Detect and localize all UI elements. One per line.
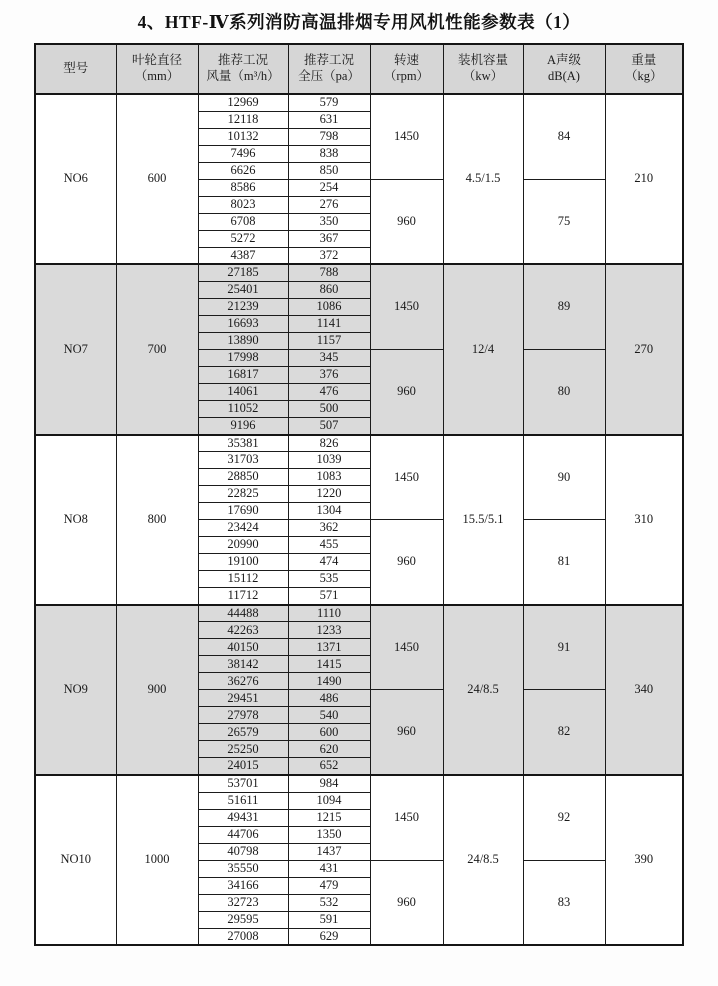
pressure-cell: 1215: [288, 809, 370, 826]
weight-cell: 310: [605, 435, 683, 605]
column-header: [198, 44, 288, 94]
pressure-cell: 591: [288, 911, 370, 928]
noise-level-cell: 90: [523, 435, 605, 520]
rpm-cell: 960: [370, 179, 443, 264]
table-header-row: [35, 44, 683, 94]
column-header-line1: 推荐工况: [303, 53, 354, 68]
noise-level-cell: 81: [523, 520, 605, 605]
column-header-line2: 风量（m³/h）: [206, 69, 280, 83]
airflow-cell: 16817: [198, 366, 288, 383]
airflow-cell: 6626: [198, 162, 288, 179]
pressure-cell: 1141: [288, 315, 370, 332]
rpm-cell: 960: [370, 520, 443, 605]
airflow-cell: 36276: [198, 673, 288, 690]
noise-level-cell: 84: [523, 94, 605, 179]
noise-level-cell: 80: [523, 349, 605, 434]
airflow-cell: 10132: [198, 128, 288, 145]
model-cell: NO8: [35, 435, 116, 605]
pressure-cell: 507: [288, 417, 370, 434]
pressure-cell: 479: [288, 877, 370, 894]
pressure-cell: 345: [288, 349, 370, 366]
airflow-cell: 44488: [198, 605, 288, 622]
airflow-cell: 24015: [198, 758, 288, 775]
airflow-cell: 27185: [198, 264, 288, 281]
model-cell: NO7: [35, 264, 116, 434]
pressure-cell: 850: [288, 162, 370, 179]
pressure-cell: 367: [288, 230, 370, 247]
diameter-cell: 600: [116, 94, 198, 264]
table-row: [35, 605, 683, 622]
airflow-cell: 44706: [198, 826, 288, 843]
pressure-cell: 1437: [288, 843, 370, 860]
pressure-cell: 350: [288, 213, 370, 230]
diameter-cell: 800: [116, 435, 198, 605]
rpm-cell: 1450: [370, 435, 443, 520]
pressure-cell: 571: [288, 588, 370, 605]
pressure-cell: 532: [288, 894, 370, 911]
airflow-cell: 9196: [198, 417, 288, 434]
column-header: [443, 44, 523, 94]
pressure-cell: 1371: [288, 639, 370, 656]
weight-cell: 340: [605, 605, 683, 775]
pressure-cell: 629: [288, 928, 370, 945]
noise-level-cell: 83: [523, 860, 605, 945]
airflow-cell: 20990: [198, 537, 288, 554]
rpm-cell: 960: [370, 690, 443, 775]
pressure-cell: 1233: [288, 622, 370, 639]
airflow-cell: 35550: [198, 860, 288, 877]
table-row: [35, 435, 683, 452]
rpm-cell: 1450: [370, 94, 443, 179]
pressure-cell: 500: [288, 400, 370, 417]
rpm-cell: 1450: [370, 775, 443, 860]
capacity-cell: 24/8.5: [443, 775, 523, 945]
airflow-cell: 28850: [198, 469, 288, 486]
airflow-cell: 5272: [198, 230, 288, 247]
column-header-line1: 装机容量: [457, 53, 508, 68]
airflow-cell: 29595: [198, 911, 288, 928]
airflow-cell: 27008: [198, 928, 288, 945]
airflow-cell: 25250: [198, 741, 288, 758]
pressure-cell: 1086: [288, 298, 370, 315]
column-header: [605, 44, 683, 94]
pressure-cell: 1304: [288, 503, 370, 520]
pressure-cell: 1220: [288, 486, 370, 503]
airflow-cell: 22825: [198, 486, 288, 503]
pressure-cell: 1083: [288, 469, 370, 486]
pressure-cell: 1415: [288, 656, 370, 673]
pressure-cell: 984: [288, 775, 370, 792]
pressure-cell: 1490: [288, 673, 370, 690]
capacity-cell: 4.5/1.5: [443, 94, 523, 264]
diameter-cell: 900: [116, 605, 198, 775]
capacity-cell: 15.5/5.1: [443, 435, 523, 605]
pressure-cell: 652: [288, 758, 370, 775]
column-header-line1: 重量: [631, 53, 657, 68]
pressure-cell: 798: [288, 128, 370, 145]
column-header-line1: A声级: [546, 53, 582, 68]
pressure-cell: 1110: [288, 605, 370, 622]
weight-cell: 390: [605, 775, 683, 945]
column-header-line2: dB(A): [548, 69, 580, 83]
pressure-cell: 1157: [288, 332, 370, 349]
pressure-cell: 486: [288, 690, 370, 707]
airflow-cell: 14061: [198, 383, 288, 400]
airflow-cell: 49431: [198, 809, 288, 826]
weight-cell: 270: [605, 264, 683, 434]
noise-level-cell: 82: [523, 690, 605, 775]
airflow-cell: 12118: [198, 111, 288, 128]
pressure-cell: 788: [288, 264, 370, 281]
pressure-cell: 1094: [288, 792, 370, 809]
airflow-cell: 17690: [198, 503, 288, 520]
rpm-cell: 1450: [370, 264, 443, 349]
capacity-cell: 12/4: [443, 264, 523, 434]
airflow-cell: 25401: [198, 281, 288, 298]
column-header-line1: 叶轮直径: [131, 53, 182, 68]
column-header-line2: （mm）: [134, 69, 180, 83]
airflow-cell: 11052: [198, 400, 288, 417]
airflow-cell: 40798: [198, 843, 288, 860]
pressure-cell: 535: [288, 571, 370, 588]
airflow-cell: 8023: [198, 196, 288, 213]
column-header: [288, 44, 370, 94]
airflow-cell: 13890: [198, 332, 288, 349]
airflow-cell: 35381: [198, 435, 288, 452]
diameter-cell: 1000: [116, 775, 198, 945]
noise-level-cell: 91: [523, 605, 605, 690]
rpm-cell: 1450: [370, 605, 443, 690]
airflow-cell: 6708: [198, 213, 288, 230]
pressure-cell: 276: [288, 196, 370, 213]
pressure-cell: 455: [288, 537, 370, 554]
column-header-line1: 型号: [63, 61, 89, 76]
airflow-cell: 4387: [198, 247, 288, 264]
table-row: [35, 775, 683, 792]
airflow-cell: 19100: [198, 554, 288, 571]
airflow-cell: 31703: [198, 452, 288, 469]
pressure-cell: 838: [288, 145, 370, 162]
pressure-cell: 860: [288, 281, 370, 298]
table-row: [35, 94, 683, 111]
model-cell: NO6: [35, 94, 116, 264]
column-header: [116, 44, 198, 94]
pressure-cell: 540: [288, 707, 370, 724]
pressure-cell: 631: [288, 111, 370, 128]
airflow-cell: 32723: [198, 894, 288, 911]
airflow-cell: 38142: [198, 656, 288, 673]
column-header-line2: 全压（pa）: [298, 69, 360, 83]
airflow-cell: 11712: [198, 588, 288, 605]
airflow-cell: 29451: [198, 690, 288, 707]
model-cell: NO9: [35, 605, 116, 775]
airflow-cell: 51611: [198, 792, 288, 809]
column-header-line2: （kg）: [624, 69, 663, 83]
pressure-cell: 1350: [288, 826, 370, 843]
airflow-cell: 42263: [198, 622, 288, 639]
airflow-cell: 23424: [198, 520, 288, 537]
column-header-line1: 转速: [393, 53, 419, 68]
diameter-cell: 700: [116, 264, 198, 434]
column-header: [35, 44, 116, 94]
pressure-cell: 579: [288, 94, 370, 111]
column-header-line2: （kw）: [462, 69, 504, 83]
airflow-cell: 17998: [198, 349, 288, 366]
pressure-cell: 376: [288, 366, 370, 383]
column-header-line2: （rpm）: [383, 69, 430, 83]
capacity-cell: 24/8.5: [443, 605, 523, 775]
airflow-cell: 8586: [198, 179, 288, 196]
airflow-cell: 40150: [198, 639, 288, 656]
header-row: [35, 44, 683, 94]
pressure-cell: 474: [288, 554, 370, 571]
rpm-cell: 960: [370, 860, 443, 945]
pressure-cell: 372: [288, 247, 370, 264]
noise-level-cell: 75: [523, 179, 605, 264]
model-cell: NO10: [35, 775, 116, 945]
airflow-cell: 21239: [198, 298, 288, 315]
airflow-cell: 7496: [198, 145, 288, 162]
pressure-cell: 431: [288, 860, 370, 877]
airflow-cell: 16693: [198, 315, 288, 332]
airflow-cell: 53701: [198, 775, 288, 792]
column-header-line1: 推荐工况: [217, 53, 268, 68]
pressure-cell: 476: [288, 383, 370, 400]
column-header: [370, 44, 443, 94]
rpm-cell: 960: [370, 349, 443, 434]
airflow-cell: 12969: [198, 94, 288, 111]
airflow-cell: 34166: [198, 877, 288, 894]
noise-level-cell: 89: [523, 264, 605, 349]
pressure-cell: 362: [288, 520, 370, 537]
page-title: 4、HTF-Ⅳ系列消防高温排烟专用风机性能参数表（1）: [137, 12, 581, 32]
fan-performance-table: [34, 43, 684, 946]
pressure-cell: 620: [288, 741, 370, 758]
noise-level-cell: 92: [523, 775, 605, 860]
pressure-cell: 600: [288, 724, 370, 741]
airflow-cell: 26579: [198, 724, 288, 741]
airflow-cell: 15112: [198, 571, 288, 588]
column-header: [523, 44, 605, 94]
airflow-cell: 27978: [198, 707, 288, 724]
pressure-cell: 1039: [288, 452, 370, 469]
pressure-cell: 826: [288, 435, 370, 452]
weight-cell: 210: [605, 94, 683, 264]
table-row: [35, 264, 683, 281]
pressure-cell: 254: [288, 179, 370, 196]
table-body: [35, 94, 683, 945]
